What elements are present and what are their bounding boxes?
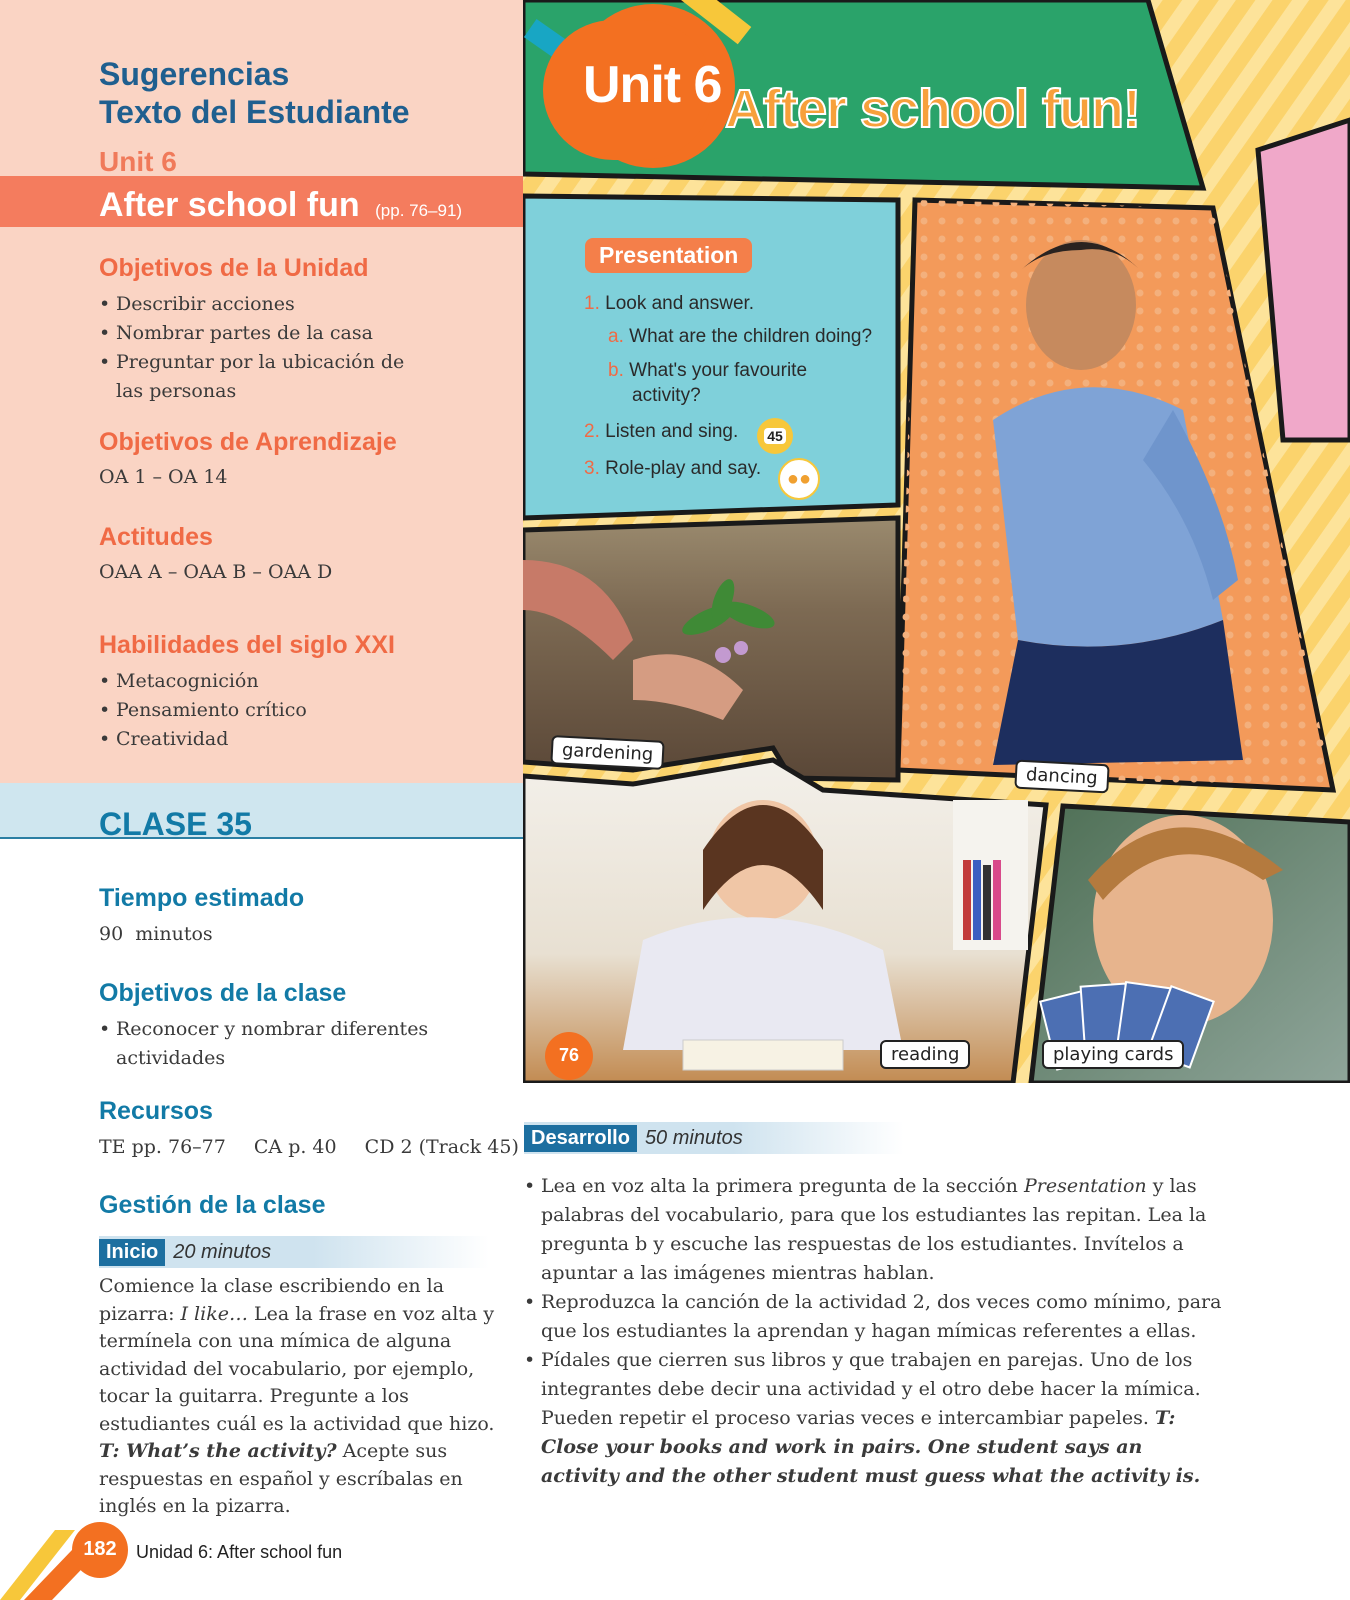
inicio-text-3: Acepte sus respuestas en español y escríbalas en inglés en la pizarra. <box>99 1440 463 1517</box>
student-book-page <box>523 0 1350 1083</box>
desarrollo-list <box>524 1172 1224 1491</box>
objetivos-unidad-list <box>99 290 429 406</box>
track-number: 45 <box>764 428 786 444</box>
recursos-text <box>99 1136 519 1158</box>
desarrollo-bar <box>524 1122 904 1154</box>
desarrollo-time: 50 minutos <box>644 1126 743 1149</box>
list-item: • Describir acciones <box>99 290 429 319</box>
inicio-text-2: Lea la frase en voz alta y termínela con una mímica de alguna actividad del vocabulario, por ejemplo, tocar la guitarra. Pregunte a los estudiantes cuál es la actividad que hizo. <box>99 1302 495 1435</box>
presentation-item-1b <box>608 360 807 382</box>
unit-badge-text: Unit 6 <box>583 56 722 114</box>
habilidades-list <box>99 667 429 754</box>
item-number: 1. <box>584 293 600 314</box>
objetivos-clase-heading: Objetivos de la clase <box>99 979 347 1007</box>
page-title <box>99 55 410 131</box>
list-item: • Metacognición <box>99 667 429 696</box>
item-text: What's your favourite <box>629 360 808 381</box>
habilidades-heading: Habilidades del siglo XXI <box>99 631 395 659</box>
unit-title <box>99 186 462 225</box>
clase-band <box>0 783 523 839</box>
title-line-1: Sugerencias <box>99 56 290 92</box>
objetivos-aprendizaje-heading: Objetivos de Aprendizaje <box>99 428 397 456</box>
item-number: a. <box>608 326 624 347</box>
desarrollo-tag: Desarrollo <box>524 1125 637 1152</box>
footer-page-number: 182 <box>83 1538 117 1560</box>
actitudes-heading: Actitudes <box>99 523 213 551</box>
recursos-heading: Recursos <box>99 1097 213 1125</box>
desarrollo-italic: Presentation <box>1023 1175 1147 1197</box>
list-item: • Nombrar partes de la casa <box>99 319 429 348</box>
caption-dancing: dancing <box>1014 760 1109 794</box>
objetivos-unidad-heading: Objetivos de la Unidad <box>99 254 369 282</box>
inicio-text-1: Comience la clase escribiendo en la pizarra: <box>99 1275 445 1325</box>
presentation-item-3 <box>584 458 761 480</box>
recursos-ca: CA p. 40 <box>253 1136 337 1158</box>
tiempo-text: 90 minutos <box>99 923 213 945</box>
caption-reading: reading <box>880 1040 970 1069</box>
item-number: 3. <box>584 458 600 479</box>
tiempo-heading: Tiempo estimado <box>99 884 305 912</box>
role-play-icon: ●● <box>778 458 820 500</box>
presentation-item-1 <box>584 293 754 315</box>
list-item: • Reproduzca la canción de la actividad 2, dos veces como mínimo, para que los estudiantes la aprendan y hagan mímicas referentes a ellas. <box>524 1288 1224 1346</box>
objetivos-clase-list <box>99 1015 429 1073</box>
list-item: • Creatividad <box>99 725 429 754</box>
headphones-icon <box>757 418 793 454</box>
list-item: • Preguntar por la ubicación de las personas <box>99 348 429 406</box>
item-number: 2. <box>584 421 600 442</box>
recursos-cd: CD 2 (Track 45) <box>364 1136 519 1158</box>
item-text: What are the children doing? <box>629 326 873 347</box>
presentation-item-1a <box>608 326 872 348</box>
title-line-2: Texto del Estudiante <box>99 94 410 130</box>
desarrollo-text: y las palabras del vocabulario, para que los estudiantes las repitan. Lea la pregunta b y escuche las respuestas de los estudiantes. Invítelos a apuntar a las imágenes mientras hablan. <box>541 1175 1207 1284</box>
unit-pages: (pp. 76–91) <box>375 201 463 220</box>
item-number: b. <box>608 360 624 381</box>
footer-text: Unidad 6: After school fun <box>136 1542 343 1562</box>
caption-gardening: gardening <box>550 735 665 770</box>
item-text: Role-play and say. <box>605 458 762 479</box>
clase-heading: CLASE 35 <box>99 806 252 842</box>
desarrollo-text: Pídales que cierren sus libros y que trabajen en parejas. Uno de los integrantes debe decir una actividad y el otro debe hacer la mímica. Pueden repetir el proceso varias veces e intercambiar papeles. <box>541 1349 1201 1429</box>
presentation-item-1b-cont: activity? <box>632 385 701 406</box>
recursos-te: TE pp. 76–77 <box>99 1136 226 1158</box>
inicio-tag: Inicio <box>99 1239 165 1266</box>
desarrollo-text: Lea en voz alta la primera pregunta de la sección <box>541 1175 1024 1197</box>
comic-title: After school fun! <box>725 79 1140 139</box>
inicio-text-bold: T: What’s the activity? <box>99 1440 337 1462</box>
objetivos-aprendizaje-text: OA 1 – OA 14 <box>99 466 228 488</box>
caption-playing-cards: playing cards <box>1042 1040 1184 1069</box>
gestion-heading: Gestión de la clase <box>99 1191 326 1219</box>
student-page-number: 76 <box>558 1045 580 1065</box>
item-text: Look and answer. <box>605 293 755 314</box>
list-item: • Reconocer y nombrar diferentes actividades <box>99 1015 429 1073</box>
list-item <box>524 1172 1224 1288</box>
inicio-time: 20 minutos <box>173 1240 272 1263</box>
list-item <box>524 1346 1224 1491</box>
item-text: Listen and sing. <box>605 421 739 442</box>
presentation-item-2 <box>584 421 738 443</box>
unit-title-text: After school fun <box>99 186 360 224</box>
inicio-text-italic: I like… <box>180 1302 248 1325</box>
actitudes-text: OAA A – OAA B – OAA D <box>99 561 333 583</box>
unit-label: Unit 6 <box>99 146 177 177</box>
desarrollo-bold: T: Close your books and work in pairs. One student says an activity and the other student must guess what the activity is. <box>541 1407 1201 1487</box>
comic-panels <box>523 0 1350 1083</box>
inicio-paragraph <box>99 1273 499 1521</box>
presentation-label: Presentation <box>585 238 752 273</box>
list-item: • Pensamiento crítico <box>99 696 429 725</box>
inicio-bar <box>99 1236 489 1268</box>
